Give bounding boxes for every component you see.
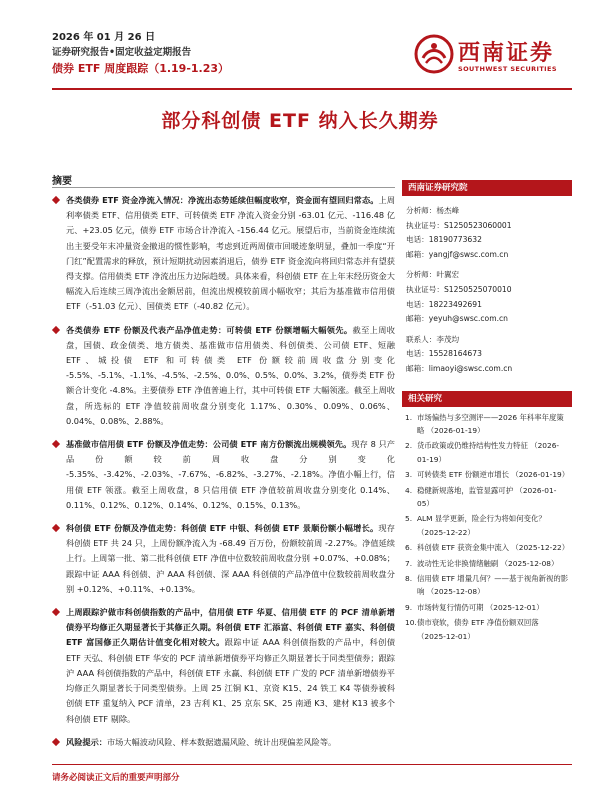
analyst-email[interactable]: 邮箱：yangjf@swsc.com.cn (406, 249, 509, 259)
contact-block (406, 333, 568, 377)
abstract-paragraph (52, 605, 395, 727)
sidebar (402, 180, 572, 645)
analyst-block (406, 268, 568, 326)
report-series: 债券 ETF 周度跟踪（1.19-1.23） (52, 62, 230, 75)
analyst-block (406, 204, 568, 262)
item-number: 5. (405, 514, 413, 524)
item-number: 8. (405, 574, 413, 583)
item-title: 可转债类 ETF 份额逆市增长 （2026-01-19） (417, 470, 570, 480)
logo-text-en: SOUTHWEST SECURITIES (458, 65, 557, 73)
abstract-body (52, 193, 395, 758)
analyst-list (402, 196, 572, 383)
contact-phone: 电话：15528164673 (406, 349, 482, 359)
paragraph-lead: 风险提示： (66, 736, 107, 747)
related-research-heading: 相关研究 (402, 391, 572, 407)
paragraph-text: 市场大幅波动风险、样本数据遗漏风险、统计出现偏差风险等。 (106, 736, 337, 747)
item-number: 6. (405, 543, 413, 553)
paragraph-lead: 上周跟踪沪做市科创债指数的产品中，信用债 ETF 华夏、信用债 ETF 的 PCF 清单新增债券平均修正久期显著长于其修正久期。科创债 ETF 汇添富、科创债 ETF 嘉实、科创债 ETF 富国修正久期估计值变化相对较大。 (66, 607, 395, 648)
analyst-phone: 电话：18190773632 (406, 235, 482, 245)
company-logo (414, 32, 572, 82)
footer-disclaimer: 请务必阅读正文后的重要声明部分 (52, 773, 180, 783)
item-title: 市场转复行情仍可期 （2025-12-01） (417, 602, 544, 612)
analyst-email[interactable]: 邮箱：yeyuh@swsc.com.cn (406, 314, 508, 324)
paragraph-text: 现存 8 只产品份额较前周收盘分别变化 -5.35%、-3.42%、-2.03%、-7.67%、-6.82%、-3.27%、-2.18%。净值小幅上行，信用债 ETF 领涨。截至上周收盘，8 只信用债 ETF 净值较前周收盘分别变化 0.14%、0.11%、0.12%、0.12%、0.14%、0.12%、0.15%、0.13%。 (66, 439, 395, 510)
related-research-list (402, 407, 572, 644)
item-title: 债市衰软，债券 ETF 净值份额双回落 （2025-12-01） (417, 618, 539, 641)
item-number: 1. (405, 412, 413, 422)
diamond-bullet-icon (52, 440, 60, 448)
logo-text-cn: 西南证券 (458, 40, 555, 66)
paragraph-lead: 科创债 ETF 份额及净值走势：科创债 ETF 中银、科创债 ETF 景顺份额小幅增长。 (66, 523, 379, 534)
sidebar-heading: 西南证券研究院 (402, 180, 572, 196)
item-title: ALM 显学更新，险企行为将如何变化？ （2025-12-22） (417, 514, 546, 537)
related-report-item[interactable] (405, 557, 569, 570)
related-report-item[interactable] (405, 572, 569, 599)
report-header (52, 28, 572, 88)
item-title: 波动性无论非换情绪触刷 （2025-12-08） (417, 558, 559, 568)
report-date: 2026 年 01 月 26 日 (52, 32, 156, 43)
paragraph-text: 截至上周收盘，国债、政金债类、地方债类、基准做市信用债类、科创债类、公司债 ETF、短融 ETF、城投债 ETF 和可转债类 ETF 份额较前周收盘分别变化 -5.5%、-5.1%、-1.1%、-4.5%、-2.5%、0.0%、0.5%、0.0%、3.2%，债券类 ETF 份额合计变化 -4.8%。主要债券 ETF 净值普遍上行，其中可转债 ETF 大幅领涨。截至上周收盘，所选标的 ETF 净值较前周收盘分别变化 1.17%、0.30%、0.09%、0.06%、0.04%、0.08%、2.88%。 (66, 324, 395, 426)
item-title: 稳健新规落地，监管显露可护 （2026-01-05） (417, 485, 557, 508)
abstract-paragraph (52, 437, 395, 513)
related-report-item[interactable] (405, 616, 569, 643)
analyst-name: 分析师：杨杰峰 (406, 206, 460, 215)
diamond-bullet-icon (52, 326, 60, 334)
contact-name: 联系人：李茂均 (406, 334, 460, 344)
analyst-phone: 电话：18223492691 (406, 299, 482, 309)
analyst-license: 执业证号：S1250523060001 (406, 220, 512, 230)
abstract-paragraph (52, 323, 395, 429)
diamond-bullet-icon (52, 196, 60, 204)
logo-mark-icon (414, 34, 454, 74)
paragraph-text: 现存科创债 ETF 共 24 只，上周份额净流入为 -68.49 百万份，份额较前周 -2.27%。净值延续上行。上周第一批、第二批科创债 ETF 净值中位数较前周收盘分别 +0.07%、+0.08%；跟踪中证 AAA 科创债、沪 AAA 科创债、深 AAA 科创债的产品净值中位数较前周收盘分别 +0.12%、+0.11%、+0.13%。 (66, 523, 395, 594)
abstract-heading: 摘要 (52, 176, 72, 187)
analyst-license: 执业证号：S1250525070010 (406, 284, 512, 294)
related-report-item[interactable] (405, 541, 569, 554)
paragraph-lead: 基准做市信用债 ETF 份额及净值走势：公司债 ETF 南方份额流出规模领先。 (66, 439, 352, 450)
footer-divider (52, 764, 572, 765)
item-title: 货币政策或仍维持结构性发力特征 （2026-01-19） (417, 441, 560, 464)
abstract-paragraph (52, 193, 395, 315)
paragraph-text: 上周利率债类 ETF、信用债类 ETF、可转债类 ETF 净流入资金分别 -63.01 亿元、-116.48 亿元、+23.05 亿元，债券 ETF 市场合计净流入 -156.44 亿元。展望后市，当前资金连续流出主要受年末冲量资金撤退的惯性影响，考虑到近两周债市回暖迹象明显，叠加一季度“开门红”配置需求的释放，预计短期扰动因素消退后，债券 ETF 资金流向将回归常态并有望获得支撑。信用债类 ETF 净流出压力边际趋缓。具体来看，科创债 ETF 在上年末经历资金大幅流入后连续三周净流出金额居前，但流出规模较前周小幅收窄；其后为基准做市信用债 ETF（-51.03 亿元）、国债类 ETF（-40.82 亿元）。 (66, 195, 395, 312)
related-report-item[interactable] (405, 439, 569, 466)
item-number: 2. (405, 441, 413, 451)
report-title: 部分科创债 ETF 纳入长久期券 (161, 110, 439, 132)
item-number: 3. (405, 470, 413, 480)
diamond-bullet-icon (52, 524, 60, 532)
item-title: 市场偏热与多空测评——2026 年科率年度策略 （2026-01-19） (417, 412, 564, 435)
related-report-item[interactable] (405, 512, 569, 539)
item-title: 科创债 ETF 获资金集中流入 （2025-12-22） (417, 543, 570, 553)
paragraph-text: 跟踪中证 AAA 科创债指数的产品中，科创债 ETF 天弘、科创债 ETF 华安的 PCF 清单新增债券平均修正久期显著长于同类型债券；跟踪沪 AAA 科创债指数的产品中，科创债 ETF 永赢、科创债 ETF 广发的 PCF 清单新增债券平均修正久期显著长于同类型债券。上周 25 江铜 K1、京资 K15、24 铁工 K4 等债券被科创债 ETF 重复纳入 PCF 清单，23 吉利 K1、25 京东 SK、25 南通 K3、建材 K13 被多个科创债 ETF 剔除。 (66, 637, 396, 724)
report-type: 证券研究报告•固定收益定期报告 (52, 47, 192, 58)
item-number: 10. (405, 618, 417, 628)
item-number: 7. (405, 558, 413, 568)
title-divider (52, 88, 572, 90)
related-report-item[interactable] (405, 601, 569, 614)
contact-email[interactable]: 邮箱：limaoyi@swsc.com.cn (406, 363, 513, 373)
related-report-item[interactable] (405, 468, 569, 481)
related-report-item[interactable] (405, 484, 569, 511)
item-number: 9. (405, 602, 413, 612)
risk-warning (52, 735, 395, 750)
diamond-bullet-icon (52, 608, 60, 616)
item-number: 4. (405, 485, 413, 495)
item-title: 信用债 ETF 增量几何？——基于视角新视的影响 （2025-12-08） (417, 574, 569, 597)
analyst-name: 分析师：叶翼宏 (406, 270, 460, 280)
paragraph-lead: 各类债券 ETF 资金净流入情况：净流出态势延续但幅度收窄，资金面有望回归常态。 (66, 195, 379, 205)
paragraph-lead: 各类债券 ETF 份额及代表产品净值走势：可转债 ETF 份额增幅大幅领先。 (66, 324, 353, 335)
abstract-paragraph (52, 521, 395, 597)
related-report-item[interactable] (405, 411, 569, 438)
abstract-divider (52, 187, 395, 188)
diamond-bullet-icon (52, 738, 60, 746)
